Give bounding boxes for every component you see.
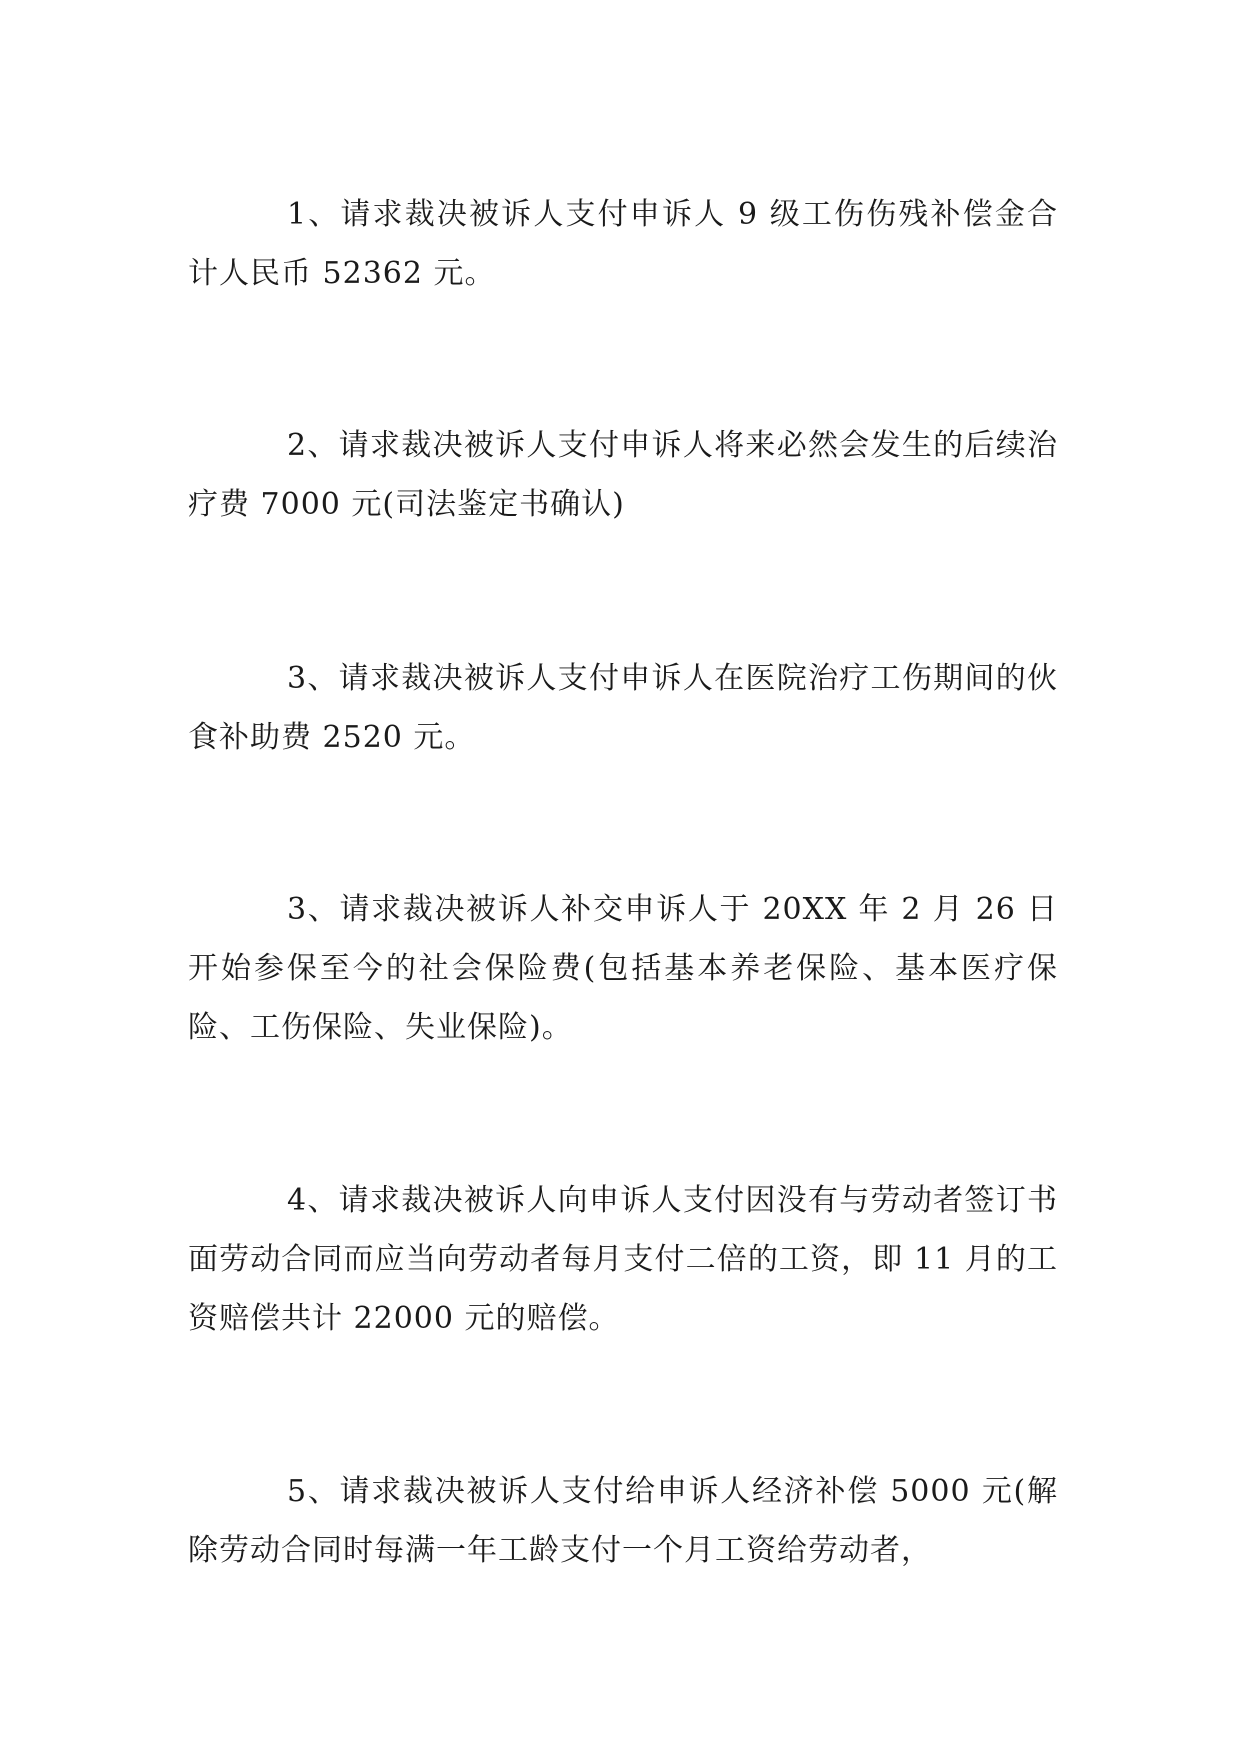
claim-paragraph-3: 3、请求裁决被诉人支付申诉人在医院治疗工伤期间的伙食补助费 2520 元。 bbox=[188, 661, 1058, 755]
claim-paragraph-4: 4、请求裁决被诉人向申诉人支付因没有与劳动者签订书面劳动合同而应当向劳动者每月支付二倍的工资，即 11 月的工资赔偿共计 22000 元的赔偿。 bbox=[188, 1183, 1058, 1336]
claim-paragraph-2: 2、请求裁决被诉人支付申诉人将来必然会发生的后续治疗费 7000 元(司法鉴定书确认) bbox=[188, 428, 1058, 522]
claim-paragraph-3b: 3、请求裁决被诉人补交申诉人于 20XX 年 2 月 26 日开始参保至今的社会保险费(包括基本养老保险、基本医疗保险、工伤保险、失业保险)。 bbox=[188, 892, 1058, 1045]
claim-paragraph-1: 1、请求裁决被诉人支付申诉人 9 级工伤伤残补偿金合计人民币 52362 元。 bbox=[188, 197, 1058, 291]
claim-paragraph-5: 5、请求裁决被诉人支付给申诉人经济补偿 5000 元(解除劳动合同时每满一年工龄支付一个月工资给劳动者， bbox=[188, 1474, 1058, 1568]
